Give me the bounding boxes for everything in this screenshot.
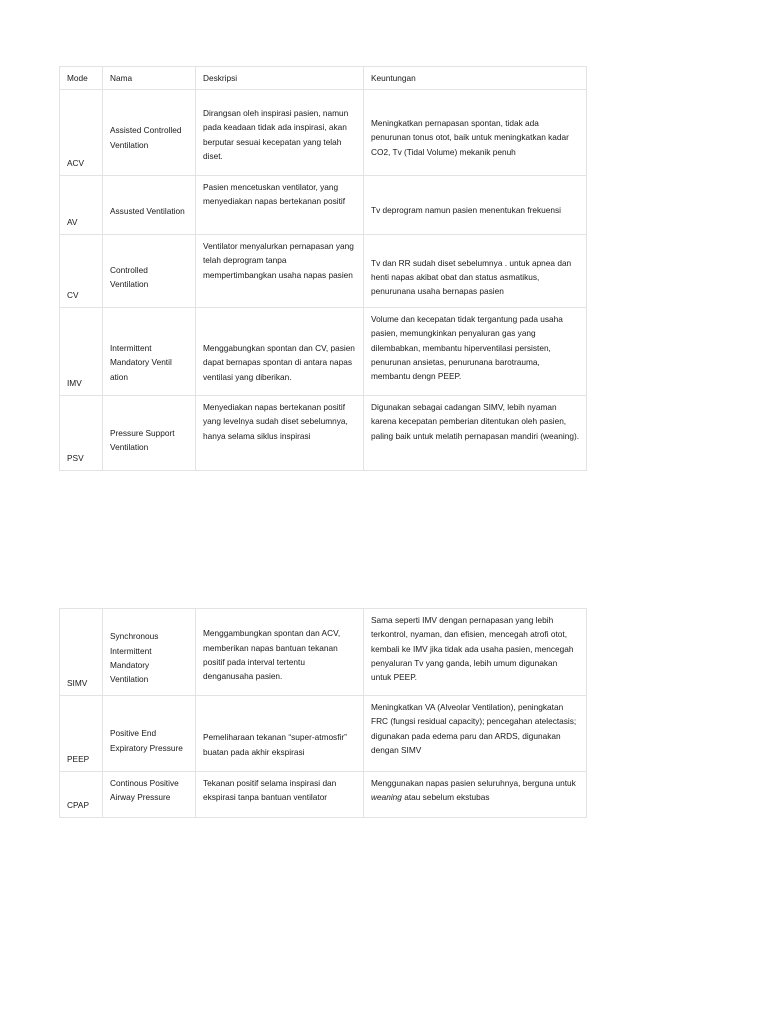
table-row — [60, 772, 587, 818]
mode-cell: SIMV — [60, 609, 103, 696]
name-cell: Controlled Ventilation — [103, 235, 196, 308]
header-mode: Mode — [60, 67, 103, 90]
name-cell: Pressure Support Ventilation — [103, 396, 196, 471]
table-row — [60, 609, 587, 696]
advantage-cell: Meningkatkan VA (Alveolar Ventilation), peningkatan FRC (fungsi residual capacity); pencegahan atelectasis; digunakan pada edema paru dan ARDS, digunakan dengan SIMV — [364, 696, 587, 772]
description-cell: Ventilator menyalurkan pernapasan yang telah deprogram tanpa mempertimbangkan usaha napas pasien — [196, 235, 364, 308]
header-deskripsi: Deskripsi — [196, 67, 364, 90]
name-cell: Positive End Expiratory Pressure — [103, 696, 196, 772]
name-cell: Assusted Ventilation — [103, 176, 196, 235]
description-cell: Menyediakan napas bertekanan positif yang levelnya sudah diset sebelumnya, hanya selama siklus inspirasi — [196, 396, 364, 471]
ventilation-table-2 — [59, 608, 587, 818]
name-cell: Intermittent Mandatory Ventil ation — [103, 308, 196, 396]
description-cell: Menggambungkan spontan dan ACV, memberikan napas bantuan tekanan positif pada interval tertentu denganusaha pasien. — [196, 609, 364, 696]
advantage-text-end: atau sebelum ekstubas — [401, 792, 490, 803]
advantage-cell: Tv deprogram namun pasien menentukan frekuensi — [364, 176, 587, 235]
description-cell: Pasien mencetuskan ventilator, yang menyediakan napas bertekanan positif — [196, 176, 364, 235]
table-row — [60, 308, 587, 396]
ventilation-table-1 — [59, 66, 587, 471]
advantage-cell: Meningkatkan pernapasan spontan, tidak ada penurunan tonus otot, baik untuk meningkatkan kadar CO2, Tv (Tidal Volume) mekanik penuh — [364, 90, 587, 176]
advantage-cell: Sama seperti IMV dengan pernapasan yang lebih terkontrol, nyaman, dan efisien, mencegah atrofi otot, kembali ke IMV jika tidak ada usaha pasien, mencegah penyaluran Tv yang ganda, lebih umum digunakan untuk PEEP. — [364, 609, 587, 696]
advantage-cell: Volume dan kecepatan tidak tergantung pada usaha pasien, memungkinkan penyaluran gas yang dilembabkan, membantu hiperventilasi persisten, penurunan ansietas, penurunana barotrauma, membantu dengn PEEP. — [364, 308, 587, 396]
table-row — [60, 90, 587, 176]
table-row — [60, 235, 587, 308]
description-cell: Menggabungkan spontan dan CV, pasien dapat bernapas spontan di antara napas ventilasi yang diberikan. — [196, 308, 364, 396]
table-header-row — [60, 67, 587, 90]
advantage-italic-text: weaning — [371, 792, 402, 803]
name-cell: Assisted Controlled Ventilation — [103, 90, 196, 176]
table-row — [60, 696, 587, 772]
header-keuntungan: Keuntungan — [364, 67, 587, 90]
mode-cell: CPAP — [60, 772, 103, 818]
table-row — [60, 396, 587, 471]
name-cell: Synchronous Intermittent Mandatory Ventilation — [103, 609, 196, 696]
description-cell: Dirangsan oleh inspirasi pasien, namun pada keadaan tidak ada inspirasi, akan berputar sesuai kecepatan yang telah diset. — [196, 90, 364, 176]
advantage-cell — [364, 772, 587, 818]
mode-cell: PEEP — [60, 696, 103, 772]
advantage-cell: Digunakan sebagai cadangan SIMV, lebih nyaman karena kecepatan pemberian ditentukan oleh pasien, paling baik untuk melatih pernapasan mandiri (weaning). — [364, 396, 587, 471]
name-cell: Continous Positive Airway Pressure — [103, 772, 196, 818]
description-cell: Pemeliharaan tekanan “super-atmosfir” buatan pada akhir ekspirasi — [196, 696, 364, 772]
mode-cell: PSV — [60, 396, 103, 471]
mode-cell: ACV — [60, 90, 103, 176]
header-nama: Nama — [103, 67, 196, 90]
description-cell: Tekanan positif selama inspirasi dan ekspirasi tanpa bantuan ventilator — [196, 772, 364, 818]
mode-cell: CV — [60, 235, 103, 308]
advantage-cell: Tv dan RR sudah diset sebelumnya . untuk apnea dan henti napas akibat obat dan status asmatikus, penurunana usaha bernapas pasien — [364, 235, 587, 308]
mode-cell: AV — [60, 176, 103, 235]
advantage-text: Menggunakan napas pasien seluruhnya, berguna untuk — [371, 778, 576, 788]
table-row — [60, 176, 587, 235]
mode-cell: IMV — [60, 308, 103, 396]
